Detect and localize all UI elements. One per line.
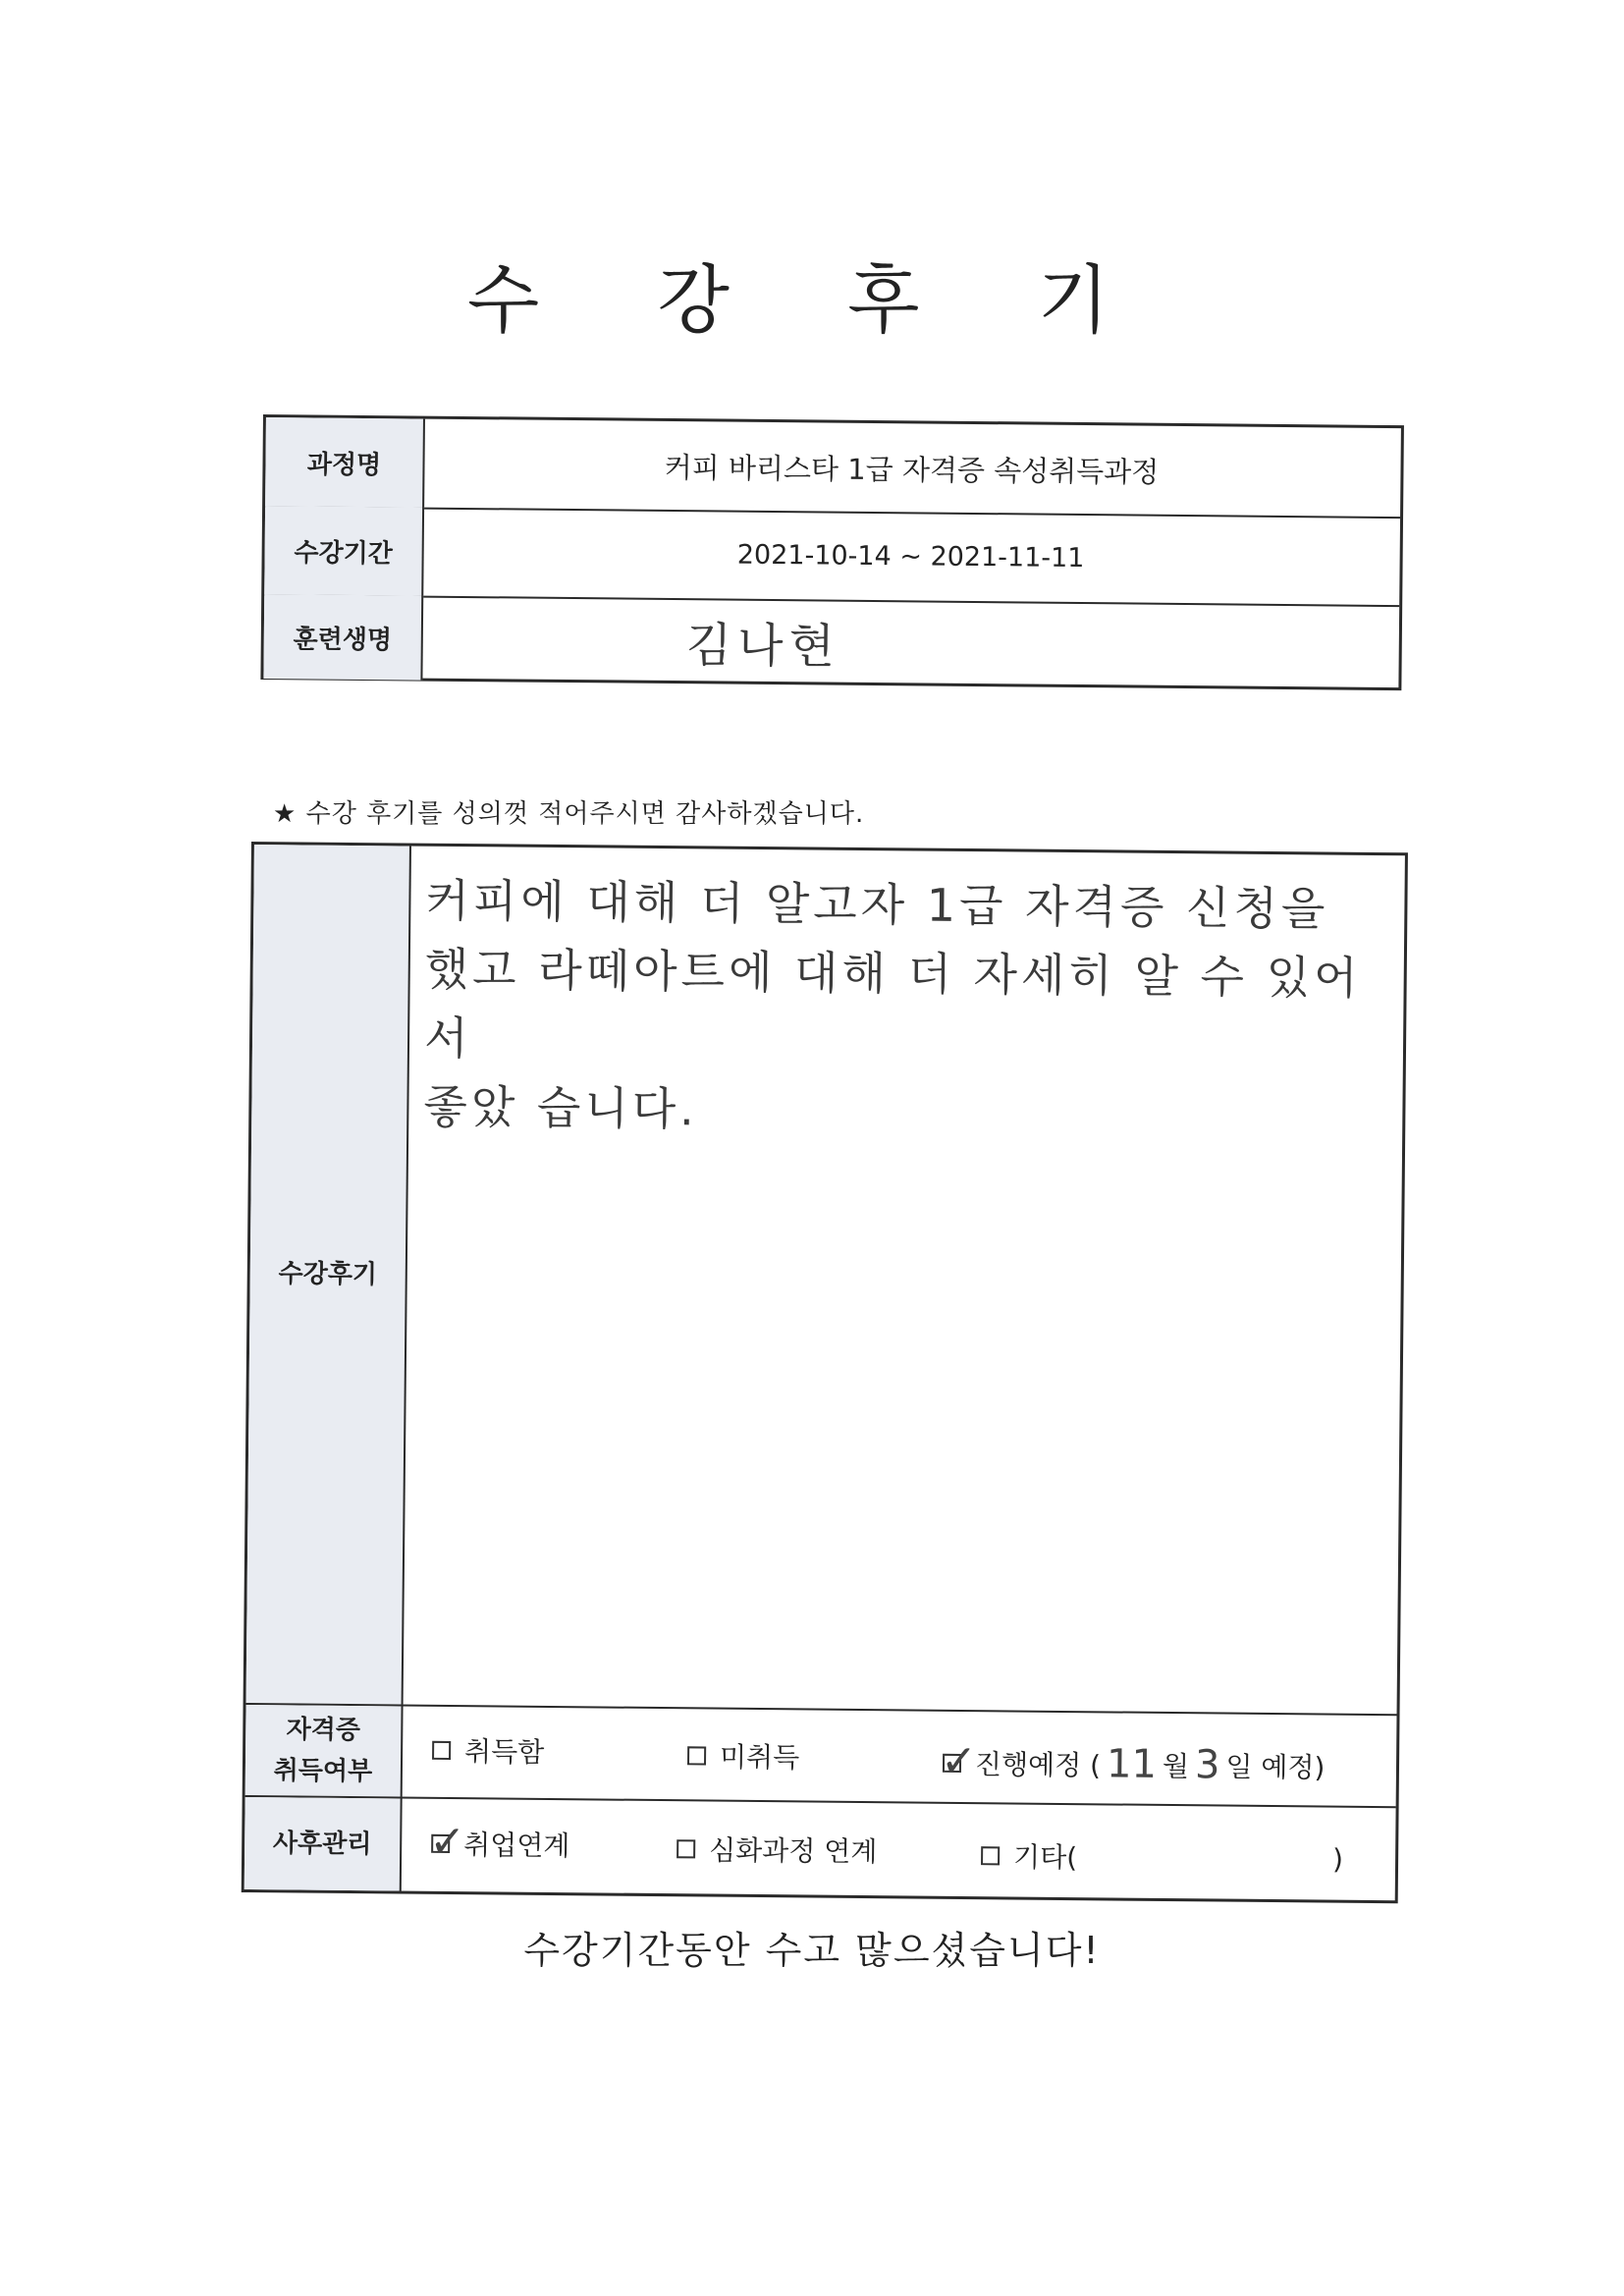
checkbox-advanced-course[interactable] <box>677 1839 695 1858</box>
checkmark-icon: ✓ <box>940 1735 978 1786</box>
period-label: 수강기간 <box>264 506 424 596</box>
page-title: 수 강 후 기 <box>466 256 1158 344</box>
handwritten-month: 11 <box>1106 1741 1158 1787</box>
review-content <box>423 866 1385 1150</box>
checkbox-in-progress-checked[interactable] <box>940 1735 978 1786</box>
checkmark-icon: ✓ <box>428 1816 466 1867</box>
review-line: 했고 라떼아트에 대해 더 자세히 알 수 있어서 <box>423 942 1362 1066</box>
trainee-name-handwritten: 김나현 <box>685 617 841 675</box>
course-row <box>265 417 1401 519</box>
certification-label-line2: 취득여부 <box>273 1756 373 1787</box>
course-value: 커피 바리스타 1급 자격증 속성취득과정 <box>664 450 1160 489</box>
instruction-note: ★ 수강 후기를 성의껏 적어주시면 감사하겠습니다. <box>273 799 865 829</box>
option-advanced-course[interactable]: 심화과정 연계 <box>677 1829 878 1870</box>
closing-message: 수강기간동안 수고 많으셨습니다! <box>523 1929 1101 1972</box>
divider <box>245 1795 1396 1808</box>
option-not-acquired[interactable]: 미취득 <box>687 1735 800 1776</box>
divider <box>246 1703 1397 1716</box>
certification-label-line1: 자격증 <box>286 1715 361 1746</box>
option-acquired[interactable]: 취득함 <box>432 1730 545 1771</box>
handwritten-day: 3 <box>1194 1742 1220 1788</box>
checkbox-other[interactable] <box>981 1846 1000 1865</box>
course-label: 과정명 <box>265 417 425 508</box>
option-in-progress[interactable]: ✓ 진행예정 ( 11 월 3 일 예정) <box>940 1735 1326 1788</box>
period-value: 2021-10-14 ~ 2021-11-11 <box>736 539 1085 574</box>
review-line: 좋았 습니다. <box>423 1079 699 1136</box>
certification-label <box>245 1705 404 1797</box>
aftercare-label: 사후관리 <box>244 1797 403 1891</box>
checkbox-acquired[interactable] <box>432 1740 451 1759</box>
option-other[interactable]: 기타( ) <box>981 1835 1343 1879</box>
trainee-row <box>263 594 1399 689</box>
option-job-linkage[interactable]: ✓ 취업연계 <box>428 1816 570 1867</box>
review-label: 수강후기 <box>246 845 411 1704</box>
course-info-table <box>260 414 1404 690</box>
review-table <box>242 842 1408 1903</box>
review-line: 커피에 대해 더 알고자 1급 자격증 신청을 <box>425 873 1329 936</box>
checkbox-job-linkage-checked[interactable] <box>428 1816 466 1867</box>
trainee-label: 훈련생명 <box>263 594 423 681</box>
period-row <box>264 506 1400 607</box>
checkbox-not-acquired[interactable] <box>687 1746 706 1765</box>
other-blank <box>1077 1856 1332 1858</box>
